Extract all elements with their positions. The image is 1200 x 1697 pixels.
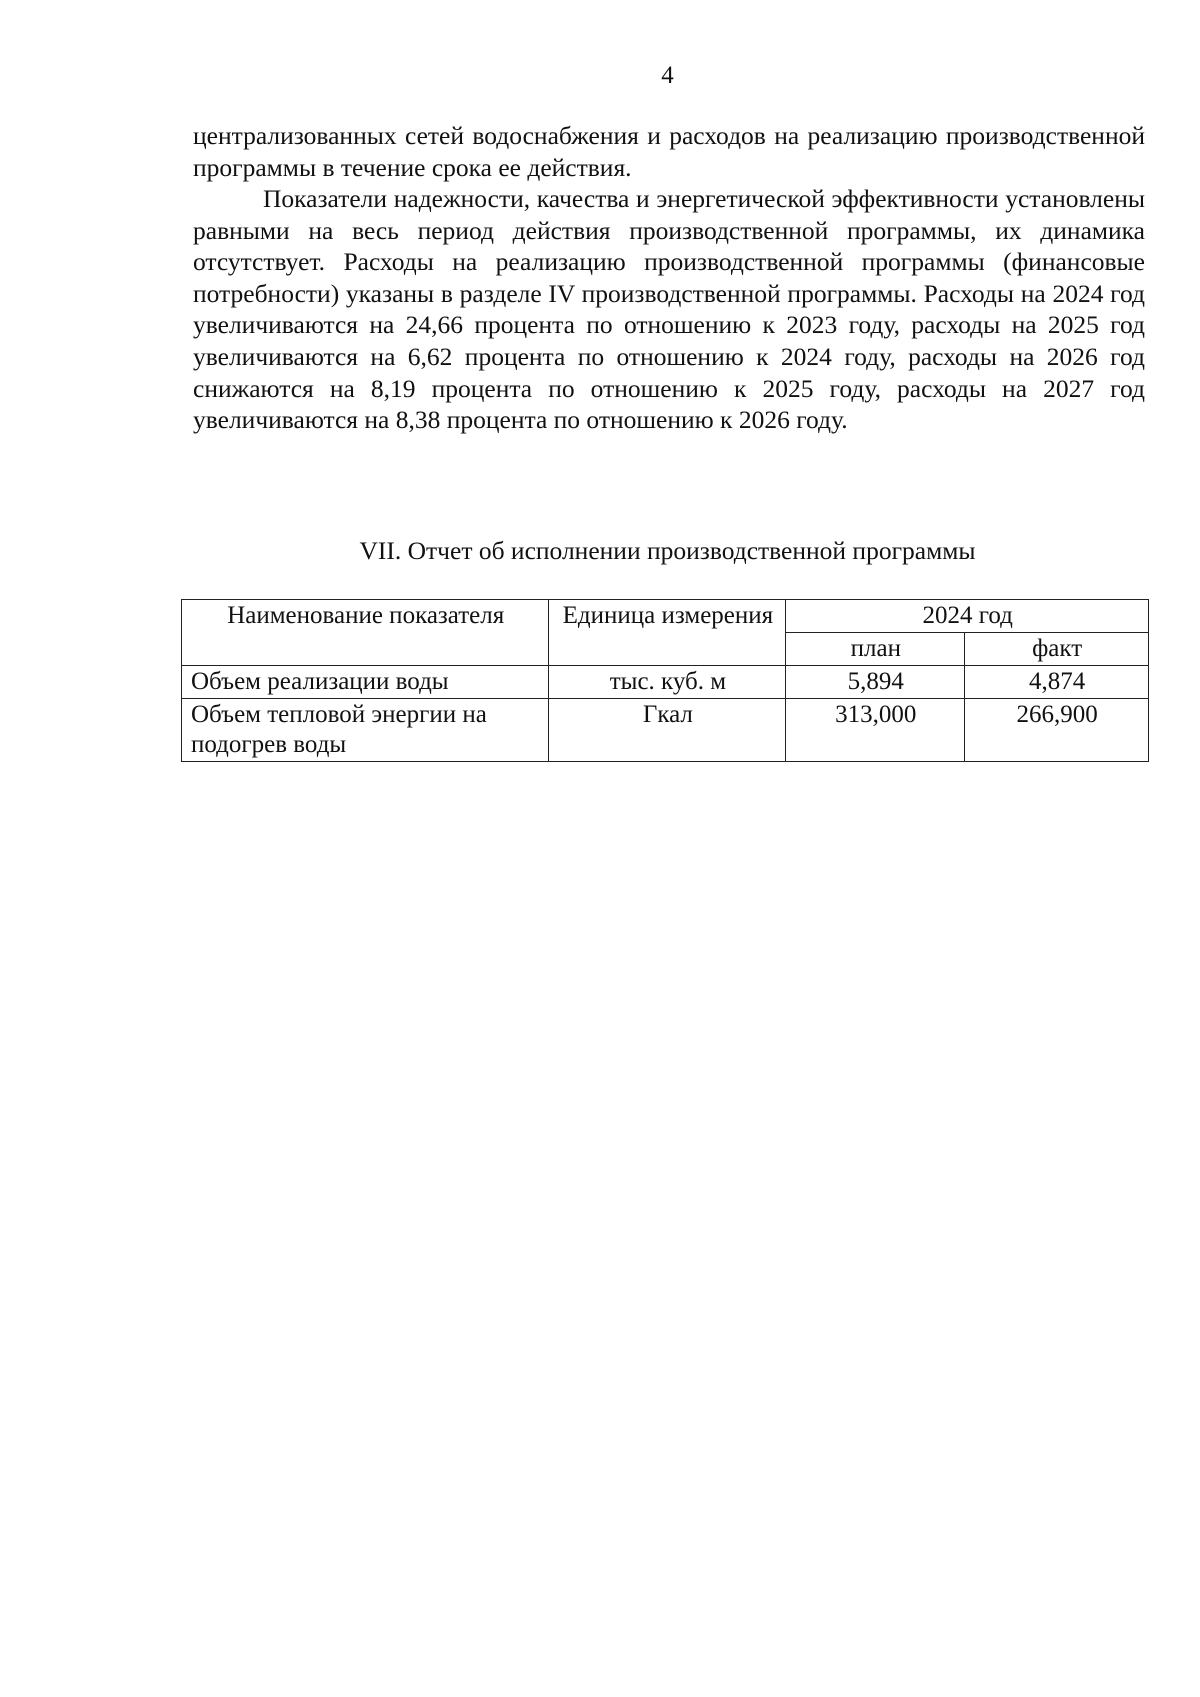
paragraph-indicators: Показатели надежности, качества и энергетической эффективности установлены равными на весь период действия производственной программы, их динамика отсутствует. Расходы на реализацию производственной программы (финансовые потребности) указаны в разделе IV производственной программы. Расходы на 2024 год увеличиваются на 24,66 процента по отношению к 2023 году, расходы на 2025 год увеличиваются на 6,62 процента по отношению к 2024 году, расходы на 2026 год снижаются на 8,19 процента по отношению к 2025 году, расходы на 2027 год увеличиваются на 8,38 процента по отношению к 2026 году. xyxy=(193,184,1145,435)
table-row xyxy=(182,699,1149,762)
row-plan: 313,000 xyxy=(786,699,965,762)
report-table xyxy=(181,599,1149,762)
row-fact: 266,900 xyxy=(965,699,1149,762)
header-unit: Единица измерения xyxy=(549,600,786,666)
table-row xyxy=(182,666,1149,699)
row-name: Объем реализации воды xyxy=(182,666,549,699)
header-fact: факт xyxy=(965,633,1149,666)
table-header-row xyxy=(182,600,1149,633)
row-unit: Гкал xyxy=(549,699,786,762)
row-unit: тыс. куб. м xyxy=(549,666,786,699)
header-year: 2024 год xyxy=(786,600,1149,633)
paragraph-continuation: централизованных сетей водоснабжения и расходов на реализацию производственной программы в течение срока ее действия. xyxy=(193,121,1145,182)
page-number: 4 xyxy=(661,62,674,89)
row-name: Объем тепловой энергии на подогрев воды xyxy=(182,699,549,762)
section-heading: VII. Отчет об исполнении производственной программы xyxy=(359,536,976,565)
row-fact: 4,874 xyxy=(965,666,1149,699)
header-plan: план xyxy=(786,633,965,666)
header-indicator: Наименование показателя xyxy=(182,600,549,666)
row-plan: 5,894 xyxy=(786,666,965,699)
